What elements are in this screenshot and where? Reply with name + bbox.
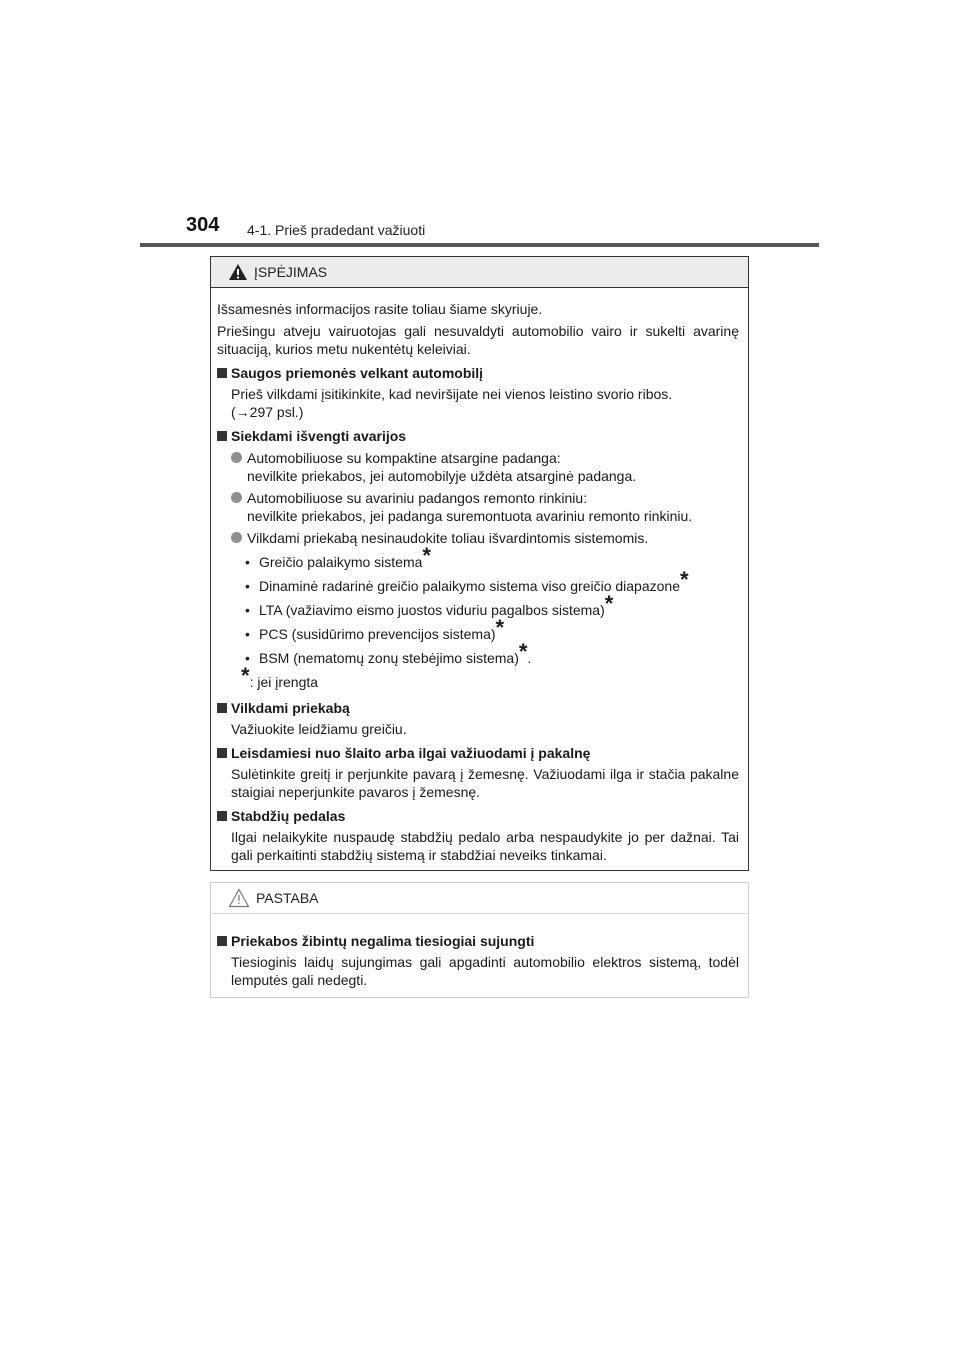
square-bullet-icon — [217, 936, 227, 946]
list-item: • LTA (važiavimo eismo juostos viduriu pagalbos sistema)* — [245, 591, 614, 618]
section-heading-towing-trailer — [217, 699, 739, 717]
section-heading-towing-safety — [217, 364, 739, 382]
square-bullet-icon — [217, 368, 227, 378]
towing-safety-text: Prieš vilkdami įsitikinkite, kad neviršijate nei vienos leistino svorio ribos. (→297 psl.) — [231, 386, 673, 420]
towing-trailer-text: Važiuokite leidžiamu greičiu. — [231, 721, 407, 737]
section-heading-downhill — [217, 744, 739, 762]
square-bullet-icon — [217, 703, 227, 713]
circle-bullet-icon — [231, 492, 242, 503]
heading-text: Saugos priemonės velkant automobilį — [231, 365, 484, 381]
circle-bullet-icon — [231, 532, 242, 543]
list-item: Automobiliuose su kompaktine atsargine padanga: nevilkite priekabos, jei automobilyje uždėta atsarginė padanga. — [231, 449, 739, 485]
square-bullet-icon — [217, 748, 227, 758]
warning-box — [210, 256, 749, 871]
note-triangle-icon — [228, 888, 250, 908]
brake-pedal-text: Ilgai nelaikykite nuspaudę stabdžių pedalo arba nespaudykite jo per dažnai. Tai gali perkaitinti stabdžių sistemą ir stabdžiai neveiks tinkamai. — [231, 829, 739, 863]
heading-text: Siekdami išvengti avarijos — [231, 428, 407, 444]
square-bullet-icon — [217, 811, 227, 821]
heading-text: Vilkdami priekabą — [231, 700, 350, 716]
warning-intro-2: Priešingu atveju vairuotojas gali nesuvaldyti automobilio vairo ir sukelti avarinę situaciją, kurios metu nukentėtų keleiviai. — [217, 323, 739, 357]
list-item: • Dinaminė radarinė greičio palaikymo sistema viso greičio diapazone* — [245, 567, 689, 594]
section-heading-avoid-accidents — [217, 427, 739, 445]
section-heading-brake-pedal — [217, 807, 739, 825]
warning-header — [211, 257, 748, 288]
page-number: 304 — [186, 214, 220, 236]
list-item: Automobiliuose su avariniu padangos remonto rinkiniu: nevilkite priekabos, jei padanga suremontuota avariniu remonto rinkiniu. — [231, 489, 739, 525]
trailer-lights-text: Tiesioginis laidų sujungimas gali apgadinti automobilio elektros sistemą, todėl lemputės gali nedegti. — [231, 954, 739, 988]
note-title: PASTABA — [256, 890, 319, 906]
section-title: 4-1. Prieš pradedant važiuoti — [247, 222, 426, 238]
list-item: • Greičio palaikymo sistema* — [245, 543, 431, 570]
warning-body — [211, 288, 748, 864]
section-heading-trailer-lights — [217, 932, 739, 950]
list-item: Vilkdami priekabą nesinaudokite toliau išvardintomis sistemomis. — [231, 529, 739, 547]
note-body — [211, 914, 748, 989]
downhill-text: Sulėtinkite greitį ir perjunkite pavarą į žemesnę. Važiuodami ilga ir stačia pakalne staigiai neperjunkite pavaros į žemesnę. — [231, 766, 739, 800]
list-item: • PCS (susidūrimo prevencijos sistema)* — [245, 615, 505, 642]
heading-text: Priekabos žibintų negalima tiesiogiai sujungti — [231, 933, 535, 949]
heading-text: Stabdžių pedalas — [231, 808, 346, 824]
header-rule — [140, 243, 819, 247]
list-item: • BSM (nematomų zonų stebėjimo sistema)*. — [245, 639, 532, 666]
note-box — [210, 882, 749, 998]
page-reference: (→297 psl.) — [231, 404, 304, 420]
warning-title: ĮSPĖJIMAS — [254, 264, 328, 280]
footnote: *: jei įrengta — [241, 663, 319, 690]
warning-triangle-icon — [228, 263, 248, 281]
square-bullet-icon — [217, 431, 227, 441]
circle-bullet-icon — [231, 452, 242, 463]
note-header — [211, 883, 748, 914]
heading-text: Leisdamiesi nuo šlaito arba ilgai važiuodami į pakalnę — [231, 745, 591, 761]
warning-intro-1: Išsamesnės informacijos rasite toliau šiame skyriuje. — [217, 301, 543, 317]
